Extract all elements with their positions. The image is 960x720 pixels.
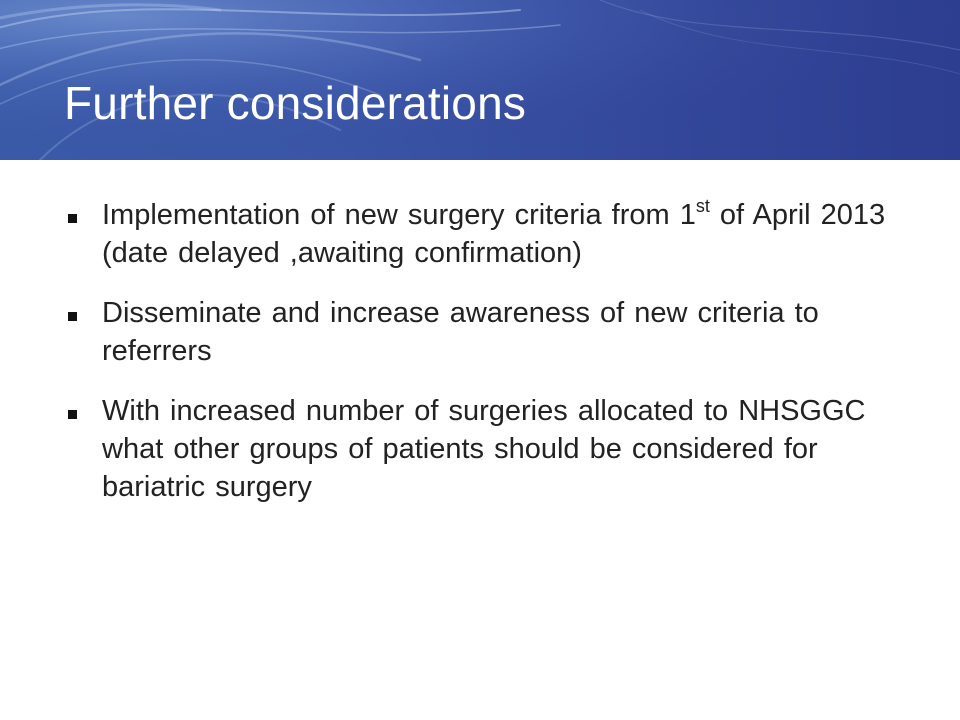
- header-banner: [0, 0, 960, 160]
- bullet-item: [64, 196, 924, 272]
- bullet-superscript: st: [695, 196, 710, 216]
- square-bullet-icon: [68, 410, 77, 419]
- bullet-text: Disseminate and increase awareness of new criteria to referrers: [102, 297, 819, 367]
- bullet-text: Implementation of new surgery criteria from 1: [102, 199, 696, 231]
- bullet-list: [64, 196, 924, 528]
- bullet-item: [64, 294, 924, 370]
- bullet-text: With increased number of surgeries allocated to NHSGGC what other groups of patients should be considered for bariatric surgery: [102, 395, 866, 503]
- slide-title: Further considerations: [64, 77, 527, 129]
- bullet-item: [64, 392, 924, 506]
- square-bullet-icon: [68, 312, 77, 321]
- bullet-text-continued: of April 2013 (date delayed ,awaiting confirmation): [102, 199, 886, 269]
- square-bullet-icon: [68, 214, 77, 223]
